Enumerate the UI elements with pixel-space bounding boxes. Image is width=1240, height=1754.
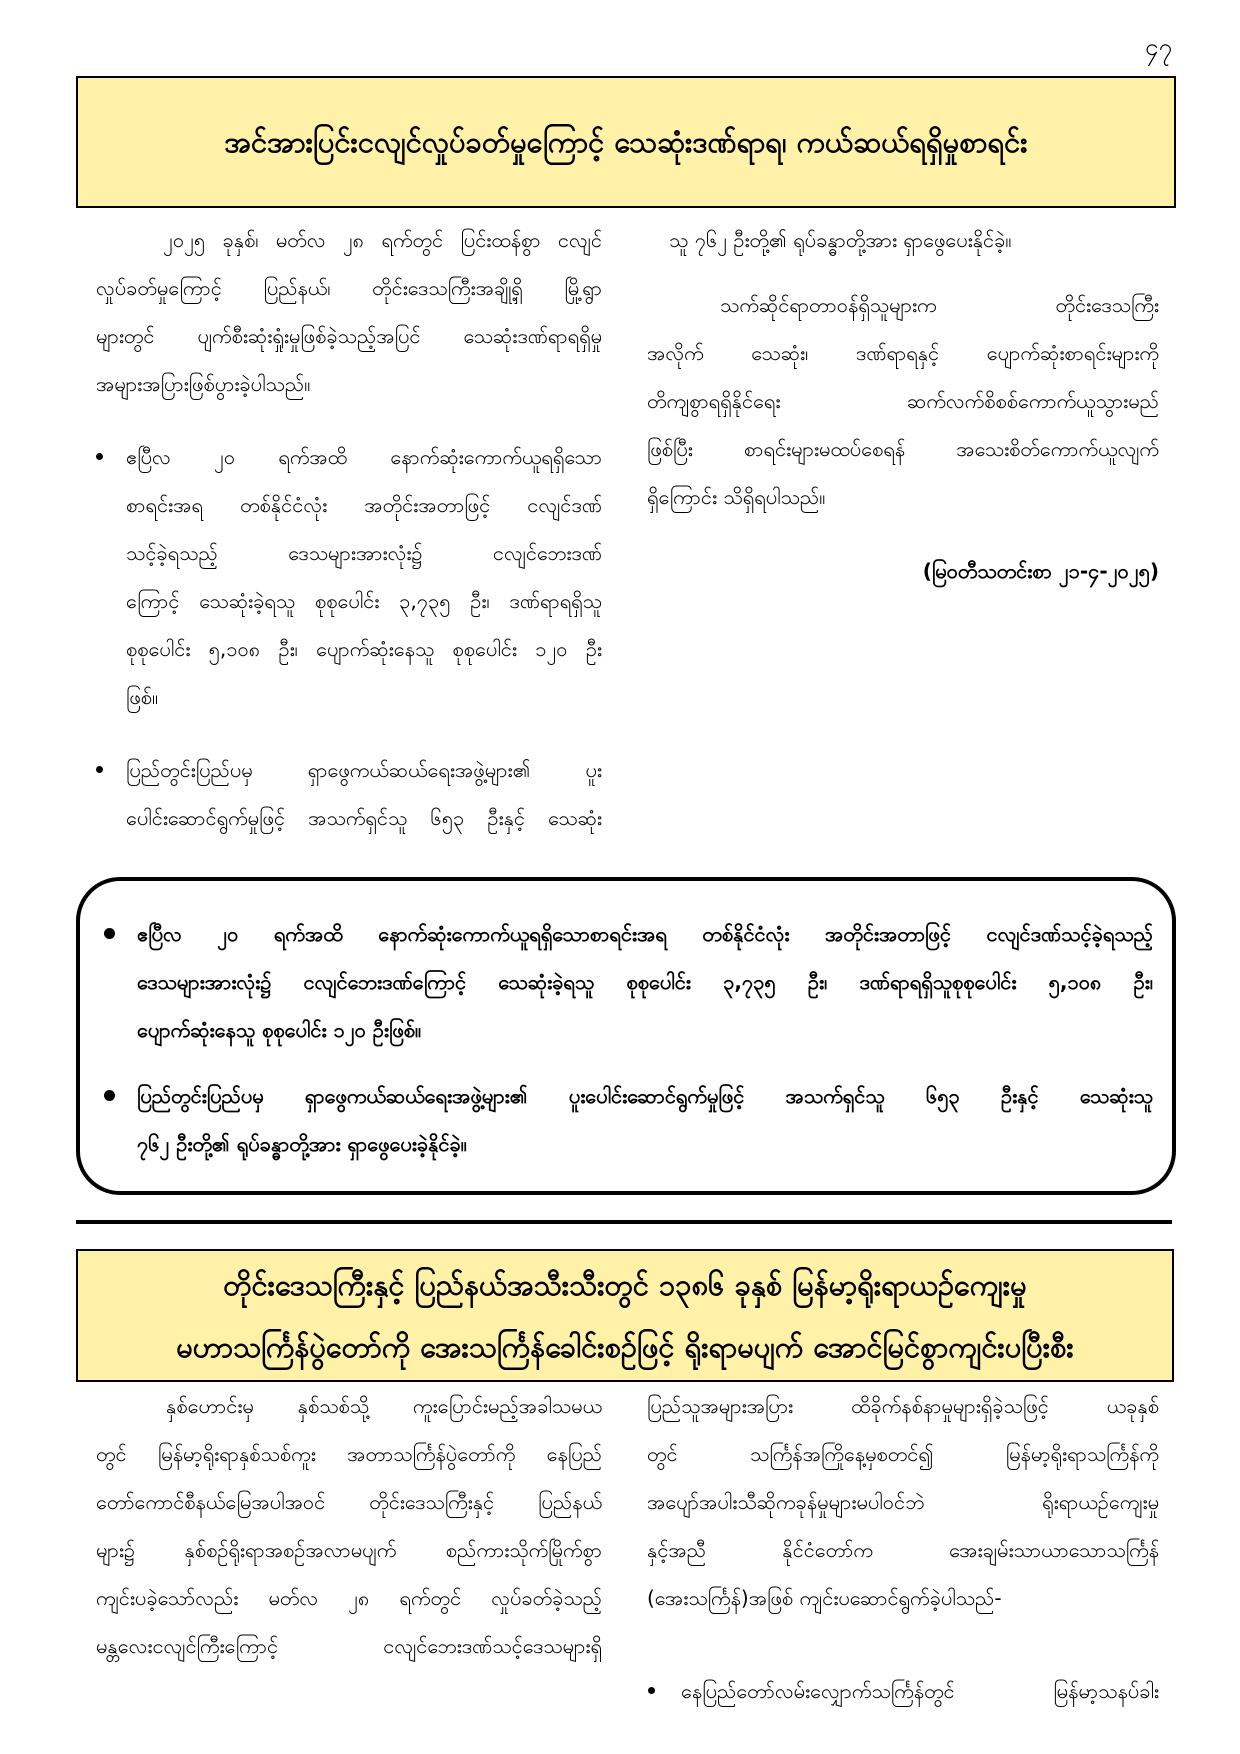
bullet-line: ဧပြီလ ၂၀ ရက်အထိ နောက်ဆုံးကောက်ယူရရှိသော [126, 445, 602, 469]
paragraph-line: တွင် မြန်မာ့ရိုးရာနှစ်သစ်ကူး အတာသင်္ကြန်ပွဲတော်ကို နေပြည် [96, 1442, 602, 1466]
bullet-item [96, 433, 602, 721]
paragraph-line: တွင် သင်္ကြန်အကြိုနေ့မှစတင်၍ မြန်မာ့ရိုးရာသင်္ကြန်ကို [647, 1442, 1159, 1466]
bullet-line: နေပြည်တော်လမ်းလျှောက်သင်္ကြန်တွင် မြန်မာ့သနပ်ခါး [681, 1679, 1159, 1703]
bullet-line: ဖြစ်။ [126, 685, 159, 709]
paragraph-line: နှစ်ဟောင်းမှ နှစ်သစ်သို့ ကူးပြောင်းမည့်အခါသမယ [166, 1394, 602, 1418]
bullet-line: စုစုပေါင်း ၅,၁၀၈ ဦး၊ ပျောက်ဆုံးနေသူ စုစုပေါင်း ၁၂၀ ဦး [126, 637, 602, 661]
paragraph-line: ပြည်သူအများအပြား ထိခိုက်နစ်နာမှုများရှိခဲ့သဖြင့် ယခုနှစ် [647, 1394, 1159, 1418]
bullet-line: စာရင်းအရ တစ်နိုင်ငံလုံး အတိုင်းအတာဖြင့် ငလျင်ဒဏ် [126, 493, 602, 517]
bullet-item [647, 1667, 1159, 1715]
paragraph-line: များ၌ နှစ်စဉ်ရိုးရာအစဉ်အလာမပျက် စည်ကားသိုက်မြိုက်စွာ [96, 1538, 602, 1562]
paragraph-line: မန္တလေးငလျင်ကြီးကြောင့် ငလျင်ဘေးဒဏ်သင့်ဒေသများရှိ [96, 1634, 602, 1658]
highlight-line: ပျောက်ဆုံးနေသူ စုစုပေါင်း ၁၂၀ ဦးဖြစ်။ [137, 1018, 422, 1042]
highlight-box [76, 877, 1176, 1195]
bullet-line: ပေါင်းဆောင်ရွက်မှုဖြင့် အသက်ရှင်သူ ၆၅၃ ဦးနှင့် သေဆုံး [126, 806, 602, 830]
paragraph-line: (အေးသင်္ကြန်)အဖြစ် ကျင်းပဆောင်ရွက်ခဲ့ပါသည်- [647, 1586, 1002, 1610]
page-number: ၄၇ [1145, 33, 1172, 61]
bullet-marker [96, 453, 103, 460]
article-right-column [647, 1382, 1159, 1715]
article-right-column [647, 216, 1159, 595]
highlight-line: ပြည်တွင်းပြည်ပမှ ရှာဖွေကယ်ဆယ်ရေးအဖွဲ့များ၏ ပူးပေါင်းဆောင်ရွက်မှုဖြင့် အသက်ရှင်သူ ၆၅၃ ဦးနှင့် သေဆုံးသူ [137, 1084, 1153, 1108]
paragraph [647, 281, 1159, 521]
article-title-line: မဟာသင်္ကြန်ပွဲတော်ကို အေးသင်္ကြန်ခေါင်းစဉ်ဖြင့် ရိုးရာမပျက် အောင်မြင်စွာကျင်းပပြီးစီး [176, 1329, 1074, 1364]
paragraph-line: လှုပ်ခတ်မှုကြောင့် ပြည်နယ်၊ တိုင်းဒေသကြီးအချို့ရှိ မြို့ရွာ [96, 276, 602, 300]
article-title-line: တိုင်းဒေသကြီးနှင့် ပြည်နယ်အသီးသီးတွင် ၁၃၈၆ ခုနှစ် မြန်မာ့ရိုးရာယဉ်ကျေးမှု [223, 1267, 1027, 1302]
highlight-bullet [137, 1072, 1153, 1168]
paragraph-line: ဖြစ်ပြီး စာရင်းများမထပ်စေရန် အသေးစိတ်ကောက်ယူလျက် [647, 437, 1159, 461]
article-title-box [76, 1249, 1174, 1382]
highlight-line: ၇၆၂ ဦးတို့၏ ရုပ်ခန္ဓာတို့အား ရှာဖွေပေးခဲ့နိုင်ခဲ့။ [137, 1132, 467, 1156]
paragraph-line: တော်ကောင်စီနယ်မြေအပါအဝင် တိုင်းဒေသကြီးနှင့် ပြည်နယ် [96, 1490, 602, 1514]
paragraph-line: များတွင် ပျက်စီးဆုံးရှုံးမှုဖြစ်ခဲ့သည့်အပြင် သေဆုံးဒဏ်ရာရရှိမှု [96, 324, 602, 348]
paragraph-line: သက်ဆိုင်ရာတာဝန်ရှိသူများက တိုင်းဒေသကြီး [720, 293, 1159, 317]
paragraph-line: ရှိကြောင်း သိရှိရပါသည်။ [647, 485, 826, 509]
bullet-marker [96, 766, 103, 773]
paragraph-line: အပျော်အပါးသီဆိုကခုန်မှုများမပါဝင်ဘဲ ရိုးရာယဉ်ကျေးမှု [647, 1490, 1159, 1514]
section-divider [76, 1220, 1172, 1224]
bullet-continuation-line: သူ ၇၆၂ ဦးတို့၏ ရုပ်ခန္ဓာတို့အား ရှာဖွေပေးနိုင်ခဲ့။ [669, 228, 1012, 252]
paragraph-line: အလိုက် သေဆုံး၊ ဒဏ်ရာရနှင့် ပျောက်ဆုံးစာရင်းများကို [647, 341, 1159, 365]
bullet-line: ကြောင့် သေဆုံးခဲ့ရသူ စုစုပေါင်း ၃,၇၃၅ ဦး၊ ဒဏ်ရာရရှိသူ [126, 589, 602, 613]
paragraph-line: နှင့်အညီ နိုင်ငံတော်က အေးချမ်းသာယာသောသင်္ကြန် [647, 1538, 1159, 1562]
bullet-line: သင့်ခဲ့ရသည့် ဒေသများအားလုံး၌ ငလျင်ဘေးဒဏ် [126, 541, 602, 565]
article-title-box [76, 76, 1176, 208]
paragraph-line: အများအပြားဖြစ်ပွားခဲ့ပါသည်။ [96, 372, 311, 396]
bullet-line: ပြည်တွင်းပြည်ပမှ ရှာဖွေကယ်ဆယ်ရေးအဖွဲ့များ၏ ပူး [126, 758, 602, 782]
article-left-column [96, 216, 602, 842]
article-left-column [96, 1382, 602, 1670]
bullet-marker [104, 928, 115, 939]
highlight-bullet [137, 910, 1153, 1054]
highlight-line: ဧပြီလ ၂၀ ရက်အထိ နောက်ဆုံးကောက်ယူရရှိသောစာရင်းအရ တစ်နိုင်ငံလုံး အတိုင်းအတာဖြင့် ငလျင်ဒဏ်သင့်ခဲ့ရသည့် [137, 922, 1153, 946]
paragraph-line: ကျင်းပခဲ့သော်လည်း မတ်လ ၂၈ ရက်တွင် လှုပ်ခတ်ခဲ့သည့် [96, 1586, 602, 1610]
paragraph-line: တိကျစွာရရှိနိုင်ရေး ဆက်လက်စိစစ်ကောက်ယူသွားမည် [647, 389, 1159, 413]
bullet-marker [104, 1090, 115, 1101]
news-source: (မြဝတီသတင်းစာ ၂၁-၄-၂၀၂၅) [922, 559, 1159, 583]
bullet-item [96, 746, 602, 842]
article-title: အင်အားပြင်းငလျင်လှုပ်ခတ်မှုကြောင့် သေဆုံးဒဏ်ရာရ၊ ကယ်ဆယ်ရရှိမှုစာရင်း [224, 125, 1028, 159]
highlight-line: ဒေသများအားလုံး၌ ငလျင်ဘေးဒဏ်ကြောင့် သေဆုံးခဲ့ရသူ စုစုပေါင်း ၃,၇၃၅ ဦး၊ ဒဏ်ရာရရှိသူစုစုပေါင်း ၅,၁၀၈ ဦး၊ [137, 970, 1153, 994]
bullet-marker [648, 1687, 655, 1694]
paragraph-line: ၂၀၂၅ ခုနှစ်၊ မတ်လ ၂၈ ရက်တွင် ပြင်းထန်စွာ ငလျင် [163, 228, 602, 252]
